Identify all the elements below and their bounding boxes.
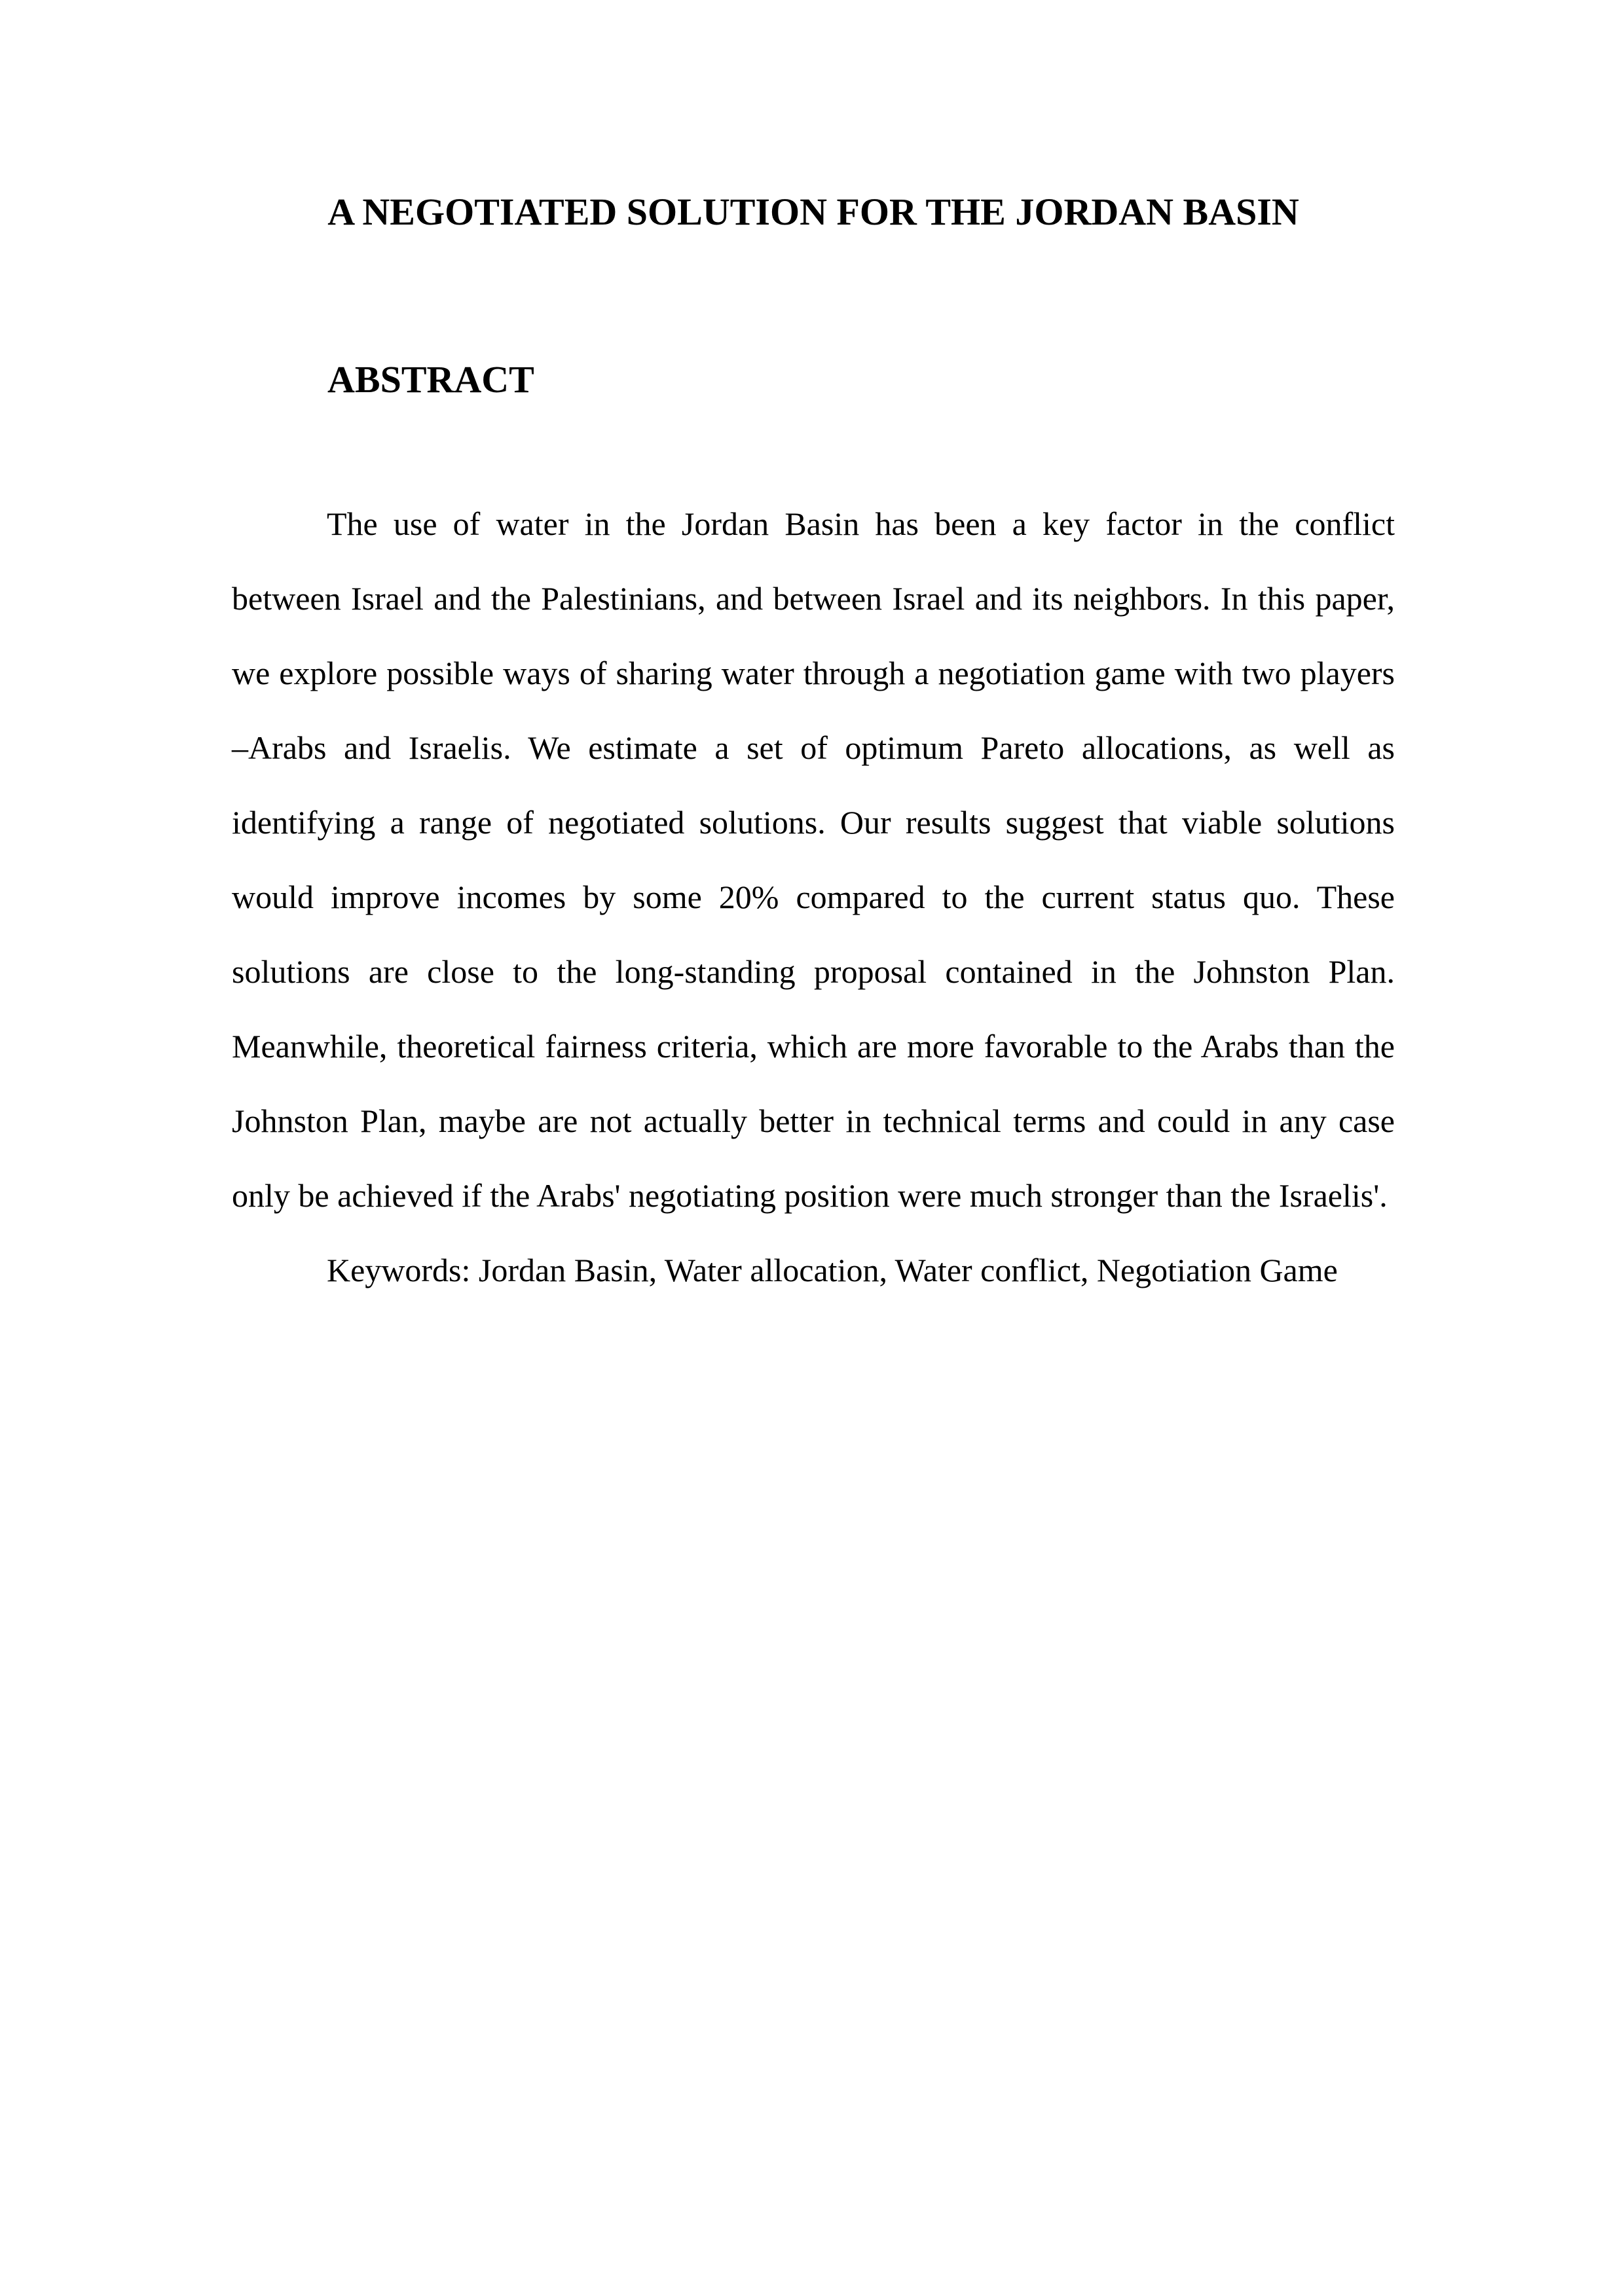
abstract-line-2: between Israel and the Palestinians, and between Israel and its neighbors. In this paper, bbox=[232, 580, 1395, 617]
abstract-paragraph bbox=[232, 486, 1395, 1307]
abstract-line-5: identifying a range of negotiated solutions. Our results suggest that viable solutions bbox=[232, 804, 1395, 841]
abstract-line-9: Johnston Plan, maybe are not actually better in technical terms and could in any case bbox=[232, 1102, 1395, 1139]
abstract-line-10: only be achieved if the Arabs' negotiating position were much stronger than the Israelis'. bbox=[232, 1177, 1388, 1214]
keywords-line: Keywords: Jordan Basin, Water allocation, Water conflict, Negotiation Game bbox=[327, 1252, 1338, 1288]
abstract-line-8: Meanwhile, theoretical fairness criteria, which are more favorable to the Arabs than the bbox=[232, 1028, 1395, 1065]
abstract-line-3: we explore possible ways of sharing water through a negotiation game with two players bbox=[232, 655, 1395, 691]
abstract-line-1: The use of water in the Jordan Basin has been a key factor in the conflict bbox=[327, 505, 1395, 542]
abstract-line-4: –Arabs and Israelis. We estimate a set of optimum Pareto allocations, as well as bbox=[232, 729, 1395, 766]
abstract-line-6: would improve incomes by some 20% compared to the current status quo. These bbox=[232, 879, 1395, 915]
abstract-line-7: solutions are close to the long-standing proposal contained in the Johnston Plan. bbox=[232, 953, 1395, 990]
abstract-heading: ABSTRACT bbox=[327, 358, 534, 401]
paper-title: A NEGOTIATED SOLUTION FOR THE JORDAN BASIN bbox=[327, 191, 1299, 233]
